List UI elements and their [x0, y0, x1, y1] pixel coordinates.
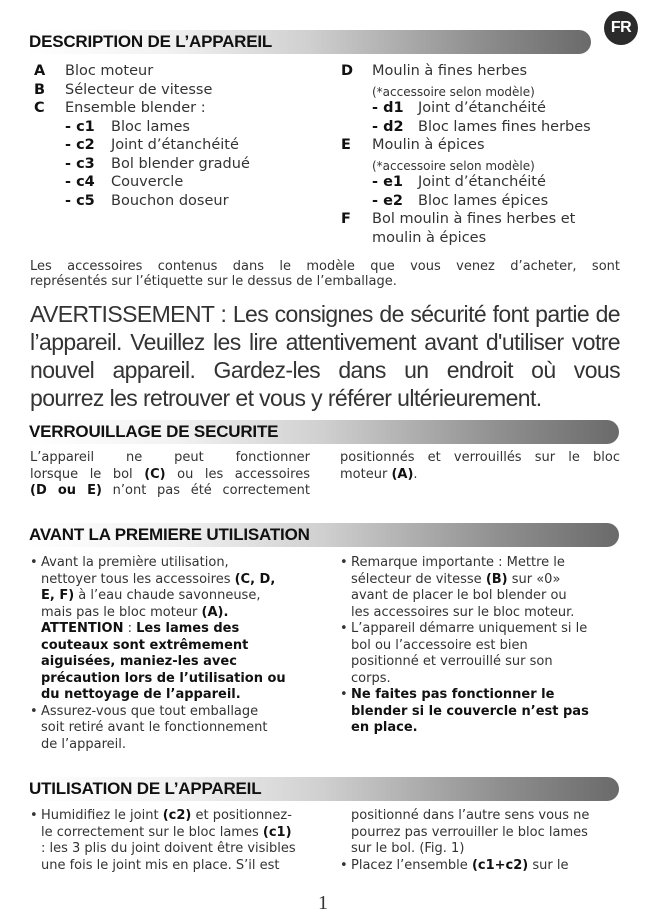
- item-code: - c3: [65, 155, 95, 172]
- note-line: Les accessoires contenus dans le modèle que vous venez d’acheter, sont: [30, 259, 620, 274]
- item-text: Bol moulin à fines herbes et: [372, 211, 576, 227]
- item-text: Moulin à épices: [372, 137, 485, 153]
- item-code: - e2: [372, 192, 403, 209]
- item-code: - c2: [65, 137, 95, 153]
- list-item: [341, 155, 631, 174]
- item-text: Joint d’étanchéité: [111, 137, 239, 153]
- item-text: Joint d’étanchéité: [418, 174, 546, 190]
- description-right-list: [341, 62, 631, 247]
- bullet-item: • Remarque importante : Mettre le sélecteur de vitesse (B) sur «0» avant de placer le bol blender ou les accessoires sur le bloc moteur.: [340, 555, 622, 621]
- bullet-item: • Humidifiez le joint (c2) et positionnez- le correctement sur le bloc lames (c1) : les 3 plis du joint doivent être visibles une fois le joint mis en place. S’il est: [30, 808, 312, 874]
- item-text: Ensemble blender :: [65, 100, 206, 116]
- item-text: Bol blender gradué: [111, 155, 250, 172]
- text-line: moteur (A).: [340, 466, 418, 482]
- continued-text: positionné dans l’autre sens vous ne pourrez pas verrouiller le bloc lames sur le bol. (Fig. 1): [351, 808, 590, 856]
- list-item: [341, 136, 631, 155]
- text-line: L’appareil ne peut fonctionner: [30, 450, 310, 465]
- verrouillage-right-text: [340, 450, 620, 483]
- list-item: [341, 62, 631, 81]
- item-code: - e1: [372, 174, 403, 190]
- avant-left-column: [30, 555, 312, 753]
- warning-line: l’appareil. Veuillez les lire attentivement avant d'utiliser votre: [30, 329, 620, 355]
- page-number: 1: [318, 892, 328, 914]
- safety-warning: [30, 300, 620, 412]
- list-item: [34, 118, 334, 137]
- item-text: Sélecteur de vitesse: [65, 81, 213, 98]
- item-text: Bloc lames épices: [418, 192, 549, 209]
- list-item: [341, 99, 631, 118]
- description-left-list: [34, 62, 334, 210]
- item-code: - d1: [372, 100, 404, 116]
- bullet-item: • Ne faites pas fonctionner le blender si le couvercle n’est pas en place.: [340, 687, 622, 737]
- list-item: [34, 192, 334, 211]
- bullet-item: • Placez l’ensemble (c1+c2) sur le: [340, 858, 622, 875]
- item-letter: D: [341, 63, 354, 79]
- bullet-item: • L’appareil démarre uniquement si le bol ou l’accessoire est bien positionné et verrouillé sur son corps.: [340, 621, 622, 687]
- item-letter: F: [341, 211, 351, 227]
- bullet-item: • Avant la première utilisation, nettoyer tous les accessoires (C, D, E, F) à l’eau chaude savonneuse, mais pas le bloc moteur (A). ATTENTION : Les lames des couteaux sont extrêmement aiguisées, maniez-les avec précaution lors de l’utilisation ou du nettoyage de l’appareil.: [30, 555, 312, 704]
- verrouillage-left-text: [30, 450, 310, 500]
- section-title-description: DESCRIPTION DE L’APPAREIL: [29, 32, 273, 51]
- item-letter: A: [34, 63, 46, 79]
- list-item: [34, 173, 334, 192]
- item-text: Bloc moteur: [65, 63, 154, 79]
- list-item: [341, 118, 631, 137]
- list-item: [341, 81, 631, 100]
- list-item: [341, 229, 631, 248]
- bullet-item: • Assurez-vous que tout emballage soit retiré avant le fonctionnement de l’appareil.: [30, 704, 312, 754]
- language-badge: FR: [604, 11, 638, 45]
- warning-line: pourrez les retrouver et vous y référer ultérieurement.: [30, 385, 542, 411]
- item-text: Joint d’étanchéité: [418, 100, 546, 116]
- accessories-note: [30, 259, 620, 289]
- item-text: moulin à épices: [372, 229, 487, 246]
- item-letter: B: [34, 81, 46, 98]
- section-title-utilisation: UTILISATION DE L’APPAREIL: [29, 779, 262, 798]
- item-letter: C: [34, 100, 45, 116]
- warning-line: AVERTISSEMENT : Les consignes de sécurité font partie de: [30, 301, 620, 327]
- item-code: - c5: [65, 192, 95, 209]
- list-item: [341, 210, 631, 229]
- text-line: positionnés et verrouillés sur le bloc: [340, 450, 620, 465]
- note-line: représentés sur l’étiquette sur le dessus de l’emballage.: [30, 274, 397, 289]
- item-code: - d2: [372, 118, 404, 135]
- avant-right-column: [340, 555, 622, 737]
- text-line: (D ou E) n’ont pas été correctement: [30, 483, 310, 498]
- item-text: Bouchon doseur: [111, 192, 229, 209]
- item-code: - c4: [65, 174, 95, 190]
- item-text: Couvercle: [111, 174, 184, 190]
- item-note: (*accessoire selon modèle): [372, 158, 535, 173]
- list-item: [34, 136, 334, 155]
- list-item: [341, 173, 631, 192]
- text-line: lorsque le bol (C) ou les accessoires: [30, 466, 310, 482]
- list-item: [34, 99, 334, 118]
- utilisation-left-column: [30, 808, 312, 874]
- list-item: [34, 62, 334, 81]
- section-title-avant: AVANT LA PREMIERE UTILISATION: [29, 525, 310, 544]
- item-note: (*accessoire selon modèle): [372, 84, 535, 99]
- item-letter: E: [341, 137, 351, 153]
- item-text: Bloc lames fines herbes: [418, 118, 591, 135]
- section-title-verrouillage: VERROUILLAGE DE SECURITE: [29, 422, 279, 441]
- list-item: [34, 155, 334, 174]
- item-text: Bloc lames: [111, 118, 190, 135]
- list-item: [341, 192, 631, 211]
- item-code: - c1: [65, 118, 95, 135]
- utilisation-right-column: [340, 808, 622, 874]
- warning-line: nouvel appareil. Gardez-les dans un endroit où vous: [30, 357, 620, 383]
- list-item: [34, 81, 334, 100]
- item-text: Moulin à fines herbes: [372, 63, 528, 79]
